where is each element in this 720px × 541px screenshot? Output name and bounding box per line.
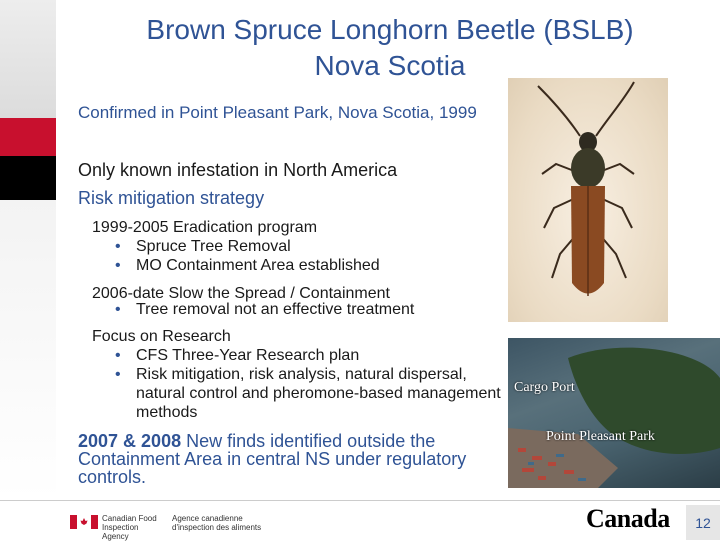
canada-flag-icon bbox=[70, 515, 98, 529]
slow-spread-bullets bbox=[115, 300, 414, 319]
confirmed-text: Confirmed in Point Pleasant Park, Nova Scotia, 1999 bbox=[78, 103, 477, 122]
final-statement bbox=[78, 432, 518, 486]
slide-title bbox=[60, 12, 720, 84]
final-text: New finds identified outside the Containment Area in central NS under regulatory controls. bbox=[78, 431, 467, 487]
agency-name-fr: Agence canadienne d'inspection des aliments bbox=[172, 514, 262, 532]
left-bar-gray bbox=[0, 0, 56, 118]
footer-divider bbox=[0, 500, 720, 501]
bullet-icon: • bbox=[115, 301, 121, 318]
cargo-port-label: Cargo Port bbox=[514, 380, 575, 395]
only-known-text: Only known infestation in North America bbox=[78, 160, 398, 180]
list-item: • Tree removal not an effective treatment bbox=[115, 301, 415, 318]
canada-wordmark: Canada bbox=[586, 504, 670, 533]
left-bar-red bbox=[0, 118, 56, 156]
aerial-photo bbox=[508, 338, 720, 488]
left-bar-light bbox=[0, 200, 56, 500]
park-label: Point Pleasant Park bbox=[546, 429, 655, 444]
list-item: • MO Containment Area established bbox=[115, 257, 380, 274]
list-item: • Risk mitigation, risk analysis, natural dispersal, natural control and pheromone-based management methods bbox=[115, 366, 501, 421]
slow-spread-heading: 2006-date Slow the Spread / Containment bbox=[92, 285, 390, 302]
final-years: 2007 & 2008 bbox=[78, 431, 182, 451]
beetle-image bbox=[508, 78, 668, 322]
eradication-bullets bbox=[115, 237, 380, 275]
aerial-map-image bbox=[508, 338, 720, 488]
title-line-2: Nova Scotia bbox=[314, 50, 466, 81]
bullet-icon: • bbox=[115, 238, 121, 255]
research-bullets bbox=[115, 346, 515, 422]
page-number: 12 bbox=[686, 505, 720, 540]
research-heading: Focus on Research bbox=[92, 328, 231, 345]
agency-name-en: Canadian Food Inspection Agency bbox=[102, 514, 157, 541]
risk-heading: Risk mitigation strategy bbox=[78, 188, 265, 208]
bullet-icon: • bbox=[115, 257, 121, 274]
bullet-icon: • bbox=[115, 347, 121, 364]
bullet-icon: • bbox=[115, 366, 121, 383]
eradication-heading: 1999-2005 Eradication program bbox=[92, 219, 318, 236]
list-item: • Spruce Tree Removal bbox=[115, 238, 291, 255]
beetle-icon bbox=[508, 78, 668, 322]
title-line-1: Brown Spruce Longhorn Beetle (BSLB) bbox=[146, 14, 634, 45]
left-bar-black bbox=[0, 156, 56, 200]
list-item: • CFS Three-Year Research plan bbox=[115, 347, 360, 364]
